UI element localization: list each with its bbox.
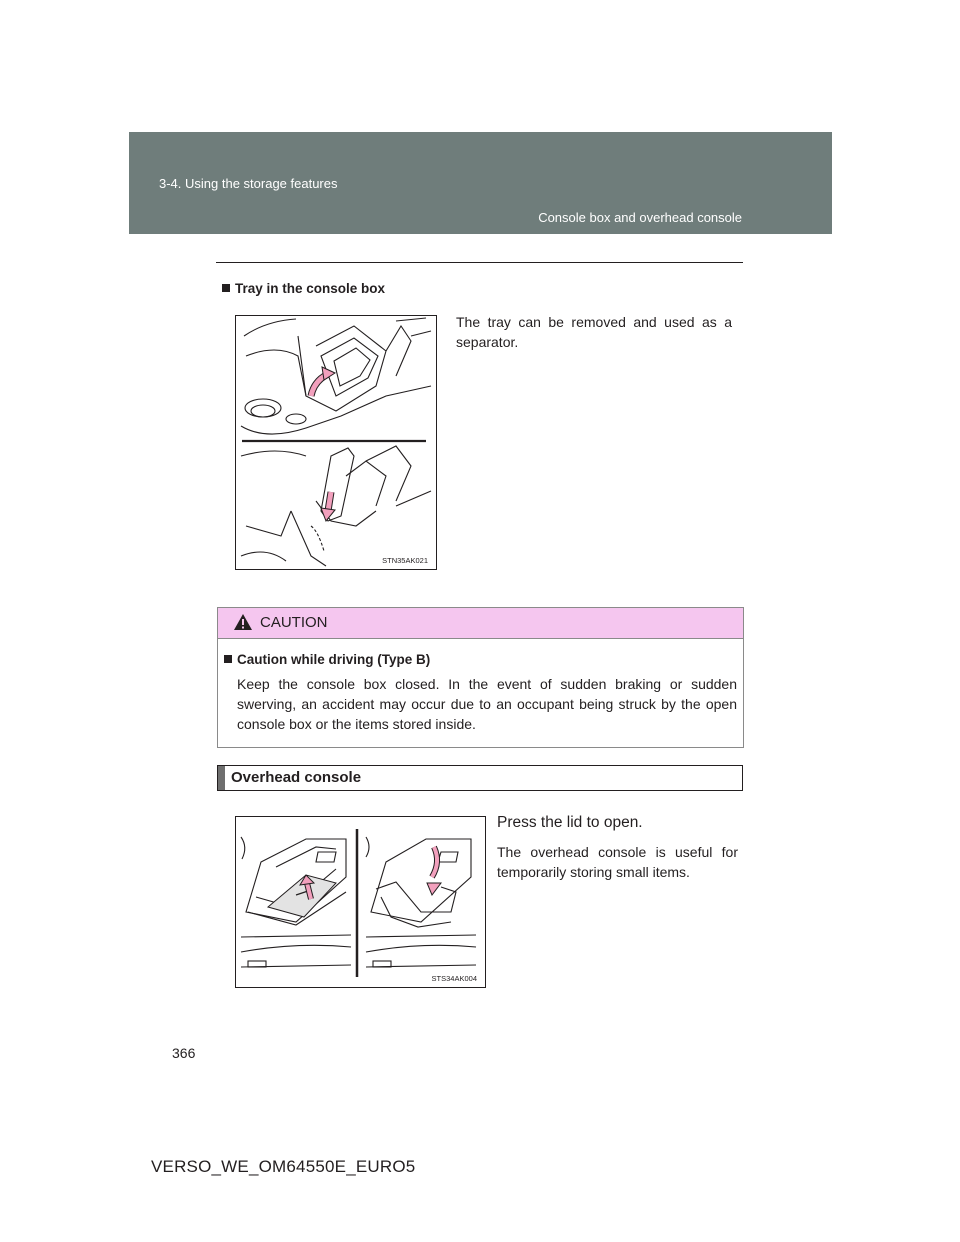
console-tray-drawing (236, 316, 436, 569)
figure-code: STS34AK004 (431, 974, 477, 983)
document-footer: VERSO_WE_OM64550E_EURO5 (151, 1157, 416, 1176)
tray-subheading-text: Tray in the console box (235, 281, 386, 296)
page-header (129, 132, 832, 234)
square-bullet-icon (224, 655, 232, 663)
tray-subheading (222, 281, 385, 296)
overhead-console-heading (217, 765, 743, 791)
step-instruction: Press the lid to open. (497, 814, 643, 831)
caution-box (217, 607, 744, 748)
overhead-heading-text: Overhead console (231, 769, 362, 786)
caution-title (224, 652, 430, 667)
caution-header (218, 608, 743, 639)
overhead-description: The overhead console is useful for temporarily storing small items. (497, 844, 738, 880)
section-title: 3-4. Using the storage features (159, 176, 338, 191)
caution-body: Keep the console box closed. In the event of sudden braking or sudden swerving, an accident may occur due to an occupant being struck by the open console box or the items stored inside. (237, 676, 737, 732)
figure-code: STN35AK021 (382, 556, 428, 565)
caution-title-text: Caution while driving (Type B) (237, 652, 431, 667)
heading-marker (218, 766, 225, 790)
page-number: 366 (172, 1045, 196, 1061)
square-bullet-icon (222, 284, 230, 292)
tray-description: The tray can be removed and used as a separator. (456, 314, 732, 350)
overhead-console-illustration (235, 816, 486, 988)
overhead-console-drawing (236, 817, 485, 987)
caution-label: CAUTION (260, 614, 328, 631)
console-tray-illustration (235, 315, 437, 570)
warning-icon (233, 613, 253, 631)
divider (216, 262, 743, 263)
chapter-title: Console box and overhead console (538, 210, 742, 225)
